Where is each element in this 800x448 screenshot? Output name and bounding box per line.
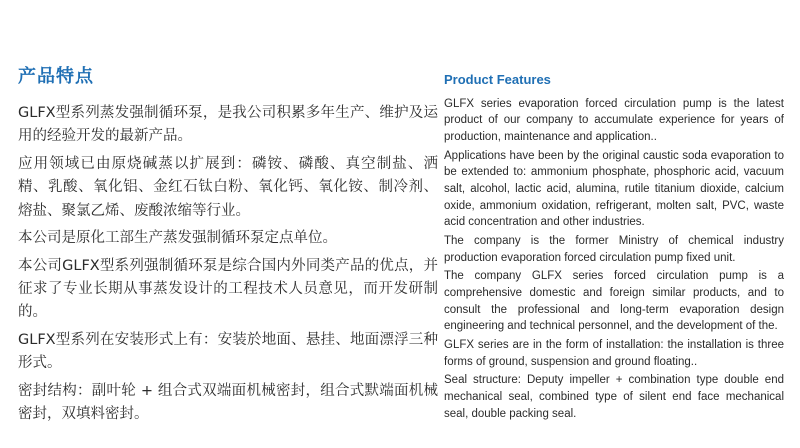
paragraph-en-3: The company is the former Ministry of chemical industry production evaporation forced circulation pump fixed unit. [444,234,784,264]
paragraph-cn-1: GLFX型系列蒸发强制循环泵，是我公司积累多年生产、维护及运用的经验开发的最新产品。 [18,104,438,145]
paragraph-cn-6: 密封结构：副叶轮 + 组合式双端面机械密封，组合式默端面机械密封，双填料密封。 [18,382,438,423]
page-title-chinese: 产品特点 [18,66,94,87]
paragraph-cn-3: 本公司是原化工部生产蒸发强制循环泵定点单位。 [18,230,337,247]
paragraph-cn-4: 本公司GLFX型系列强制循环泵是综合国内外同类产品的优点，并征求了专业长期从事蒸发设计的工程技术人员意见，而开发研制的。 [18,257,438,321]
paragraph-en-5: GLFX series are in the form of installation: the installation is three forms of ground, suspension and ground floating.. [444,339,784,368]
paragraph-en-4: The company GLFX series forced circulation pump is a comprehensive domestic and foreign similar products, and to consult the professional and long-term evaporation design engineering and technical personnel, and the development of the. [444,270,784,333]
paragraph-cn-5: GLFX型系列在安装形式上有：安装於地面、悬挂、地面漂浮三种形式。 [18,331,438,372]
right-column-english [444,72,784,424]
paragraph-en-2: Applications have been by the original caustic soda evaporation to be extended to: ammonium phosphate, phosphoric acid, vacuum salt, alcohol, lactic acid, alumina, rutile titanium dioxide, calcium oxide, ammonium oxidation, refrigerant, molten salt, PVC, waste acid concentration and other industries. [444,149,784,229]
paragraph-cn-2: 应用领域已由原烧碱蒸以扩展到：磷铵、磷酸、真空制盐、洒精、乳酸、氧化铝、金红石钛白粉、氧化钙、氧化铵、制冷剂、熔盐、聚氯乙烯、废酸浓缩等行业。 [18,155,438,219]
page-title-english: Product Features [444,72,551,87]
left-column-chinese [18,66,438,431]
paragraph-en-1: GLFX series evaporation forced circulation pump is the latest product of our company to accumulate experience for years of production, maintenance and application.. [444,97,784,143]
paragraph-en-6: Seal structure: Deputy impeller + combination type double end mechanical seal, combined type of silent end face mechanical seal, double packing seal. [444,374,784,420]
